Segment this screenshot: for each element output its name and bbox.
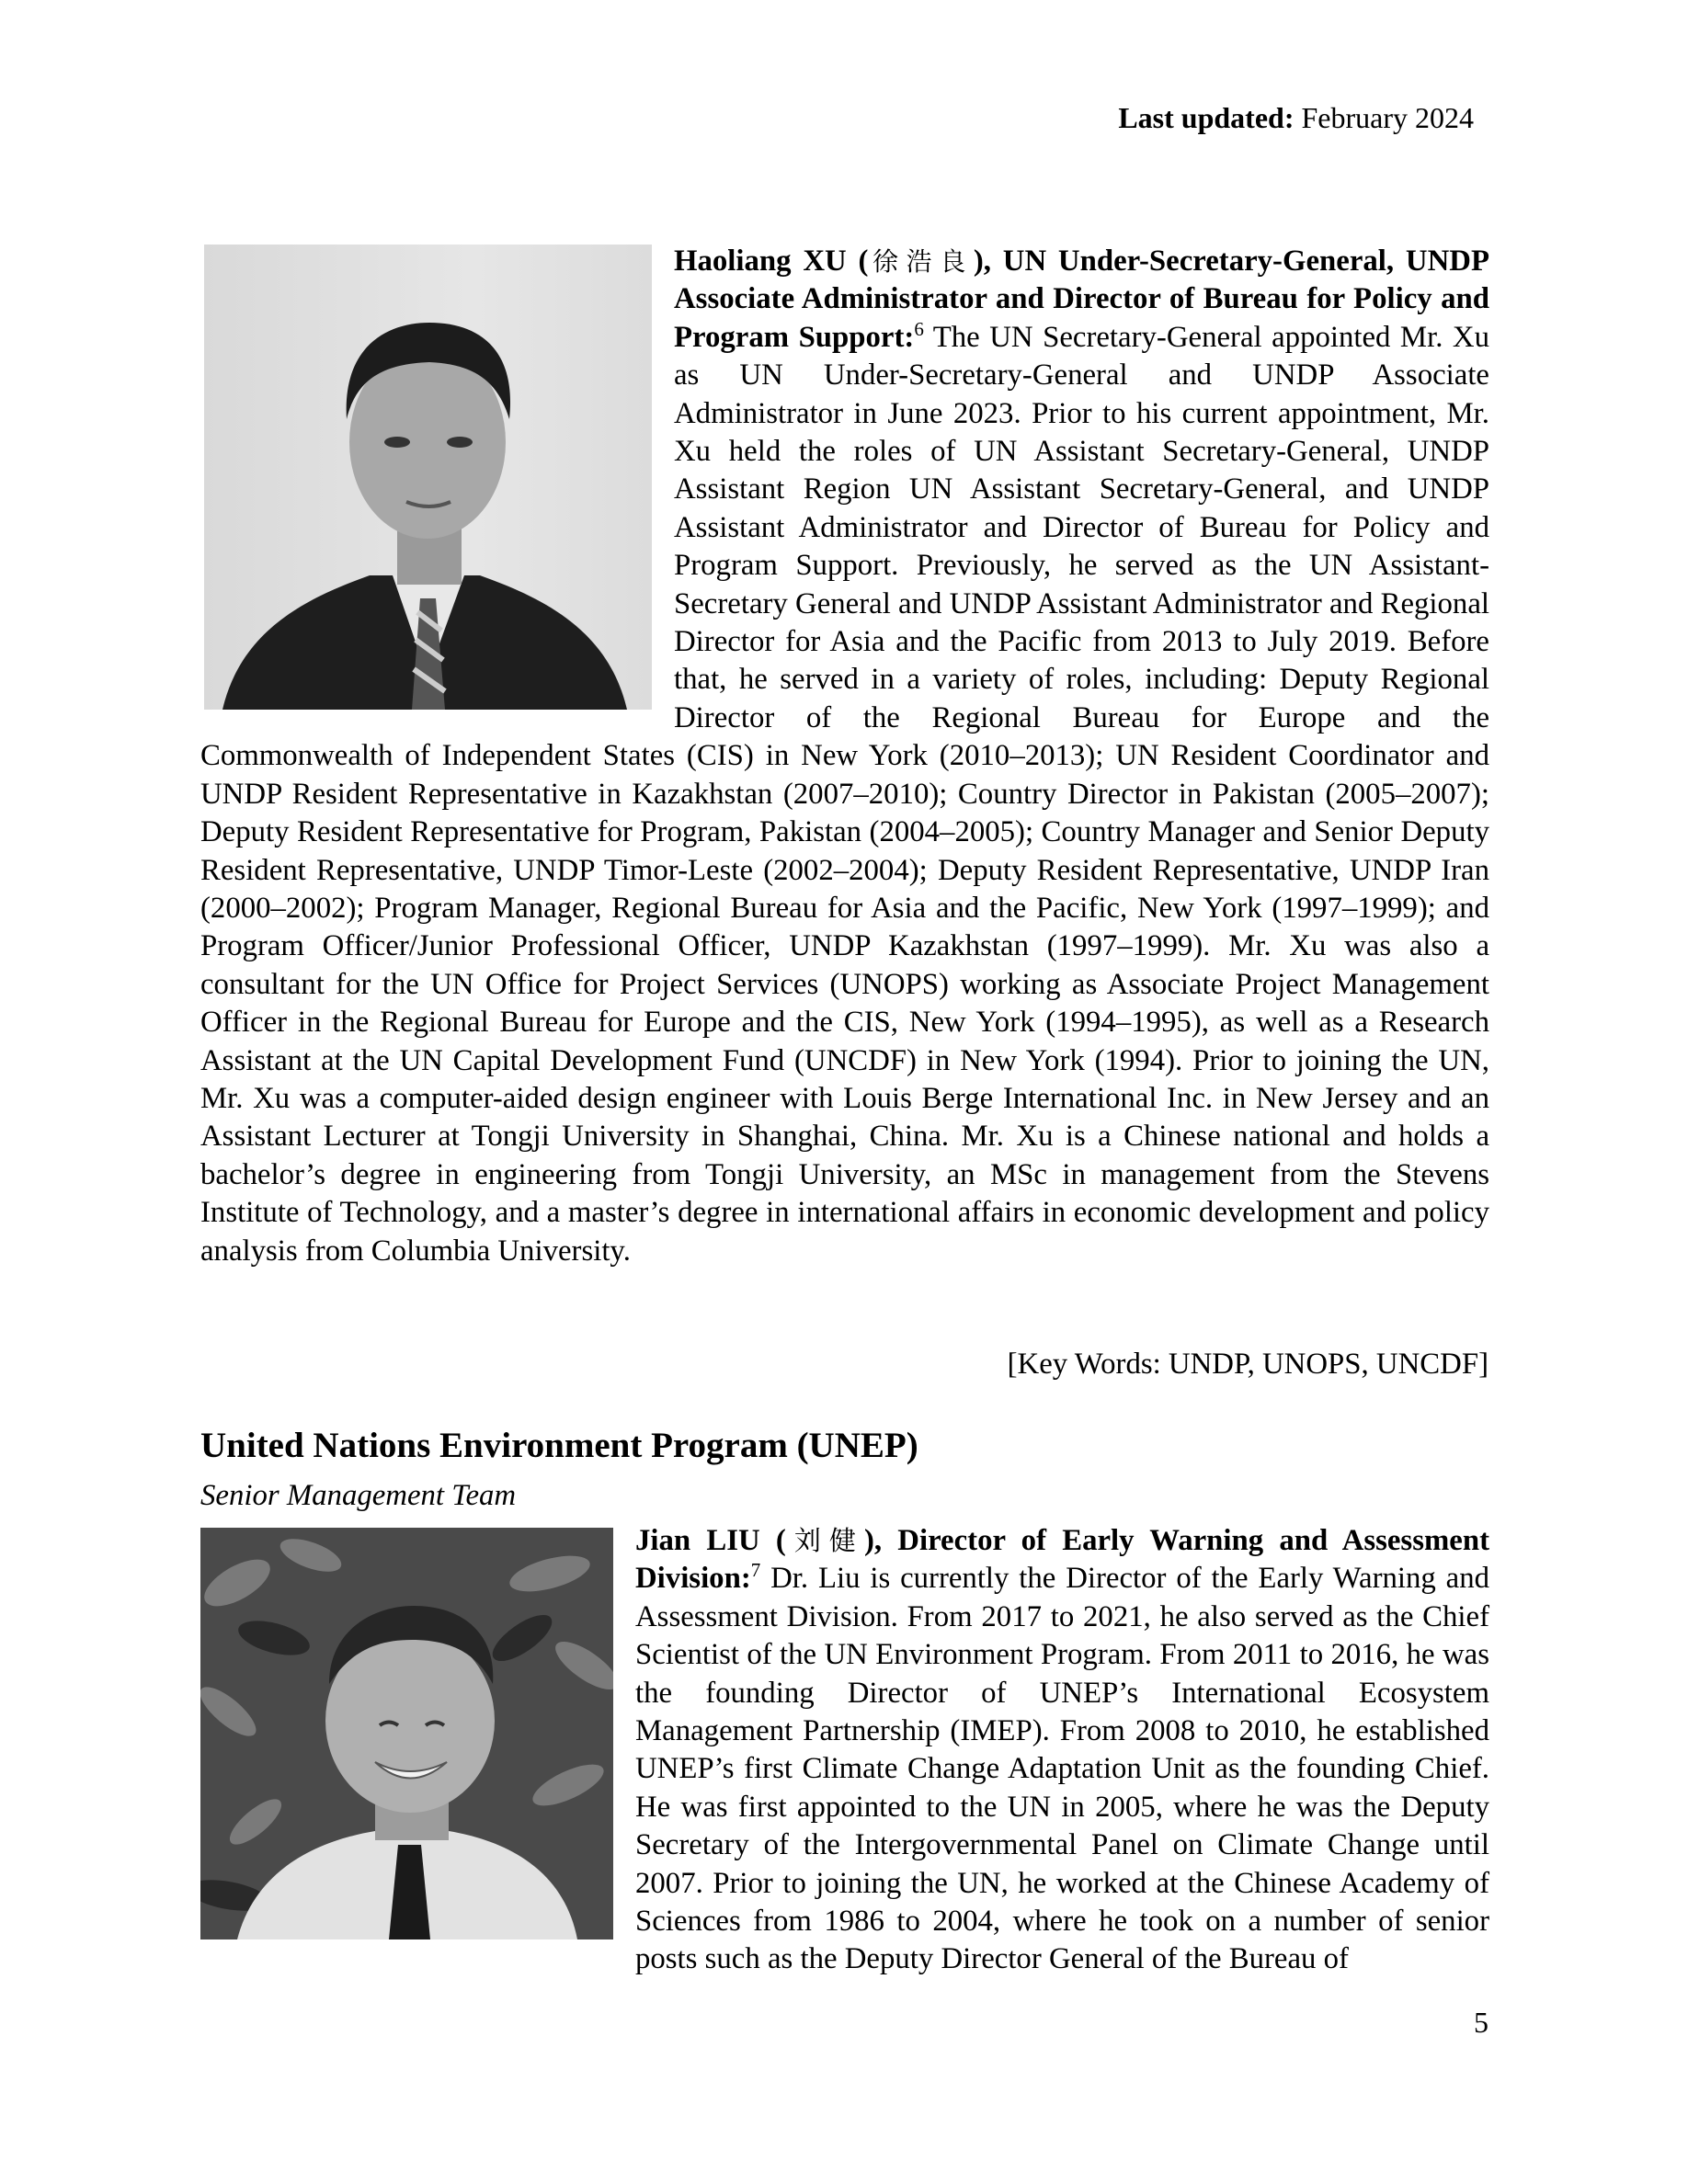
bio-xu-name: Haoliang XU ( [674, 245, 869, 278]
last-updated-label: Last updated: [1118, 101, 1295, 134]
last-updated [1118, 99, 1474, 136]
portrait-photo-haoliang-xu [204, 245, 652, 710]
bio-jian-liu [200, 1522, 1489, 1979]
bio-liu-title: ), Director of Early Warning and Assessment Division: [635, 1524, 1489, 1596]
page-number: 5 [1474, 2006, 1488, 2039]
last-updated-value: February 2024 [1301, 101, 1474, 134]
bio-xu-text: The UN Secretary-General appointed Mr. Xu as UN Under-Secretary-General and UNDP Associate Administrator in June 2023. Prior to his current appointment, Mr. Xu held the roles of UN Assistant Secretary-General, UNDP Assistant Region UN Assistant Secretary-General, and UNDP Assistant Administrator and Director of Bureau for Policy and Program Support. Previously, he served as the UN Assistant-Secretary General and UNDP Assistant Administrator and Regional Director for Asia and the Pacific from 2013 to July 2019. Before that, he served in a variety of roles, including: Deputy Regional Director of the Regional Bureau for Europe and the Commonwealth of Independent States (CIS) in New York (2010–2013); UN Resident Coordinator and UNDP Resident Representative in Kazakhstan (2007–2010); Country Director in Pakistan (2005–2007); Deputy Resident Representative for Program, Pakistan (2004–2005); Country Manager and Senior Deputy Resident Representative, UNDP Timor-Leste (2002–2004); Deputy Resident Representative, UNDP Iran (2000–2002); Program Manager, Regional Bureau for Asia and the Pacific, New York (1997–1999); and Program Officer/Junior Professional Officer, UNDP Kazakhstan (1997–1999). Mr. Xu was also a consultant for the UN Office for Project Services (UNOPS) working as Associate Project Management Officer in the Regional Bureau for Europe and the CIS, New York (1994–1995), as well as a Research Assistant at the UN Capital Development Fund (UNCDF) in New York (1994). Prior to joining the UN, Mr. Xu was a computer-aided design engineer with Louis Berge International Inc. in New Jersey and an Assistant Lecturer at Tongji University in Shanghai, China. Mr. Xu is a Chinese national and holds a bachelor’s degree in engineering from Tongji University, an MSc in management from the Stevens Institute of Technology, and a master’s degree in international affairs in economic development and policy analysis from Columbia University. [200, 320, 1489, 1268]
portrait-photo-jian-liu [200, 1528, 613, 1939]
bio-xu-title: ), UN Under-Secretary-General, UNDP Associate Administrator and Director of Bureau for Policy and Program Support: [674, 245, 1489, 354]
bio-liu-text: Dr. Liu is currently the Director of the Early Warning and Assessment Division. From 2017 to 2021, he also served as the Chief Scientist of the UN Environment Program. From 2011 to 2016, he was the founding Director of UNEP’s International Ecosystem Management Partnership (IMEP). From 2008 to 2010, he established UNEP’s first Climate Change Adaptation Unit as the founding Chief. He was first appointed to the UN in 2005, where he was the Deputy Secretary of the Intergovernmental Panel on Climate Change until 2007. Prior to joining the UN, he worked at the Chinese Academy of Sciences from 1986 to 2004, where he took on a number of senior posts such as the Deputy Director General of the Bureau of [635, 1562, 1490, 1976]
bio-liu-chinese-name: 刘健 [785, 1525, 864, 1556]
bio-liu-name: Jian LIU ( [635, 1524, 786, 1557]
bio-haoliang-xu [200, 243, 1489, 1270]
bio-xu-chinese-name: 徐浩良 [868, 246, 974, 277]
footnote-ref-7[interactable]: 7 [750, 1559, 761, 1582]
footnote-ref-6[interactable]: 6 [914, 317, 924, 340]
section-heading-unep: United Nations Environment Program (UNEP) [200, 1426, 918, 1465]
subheading-senior-management: Senior Management Team [200, 1479, 517, 1512]
keywords-xu: [Key Words: UNDP, UNOPS, UNCDF] [1007, 1348, 1488, 1381]
